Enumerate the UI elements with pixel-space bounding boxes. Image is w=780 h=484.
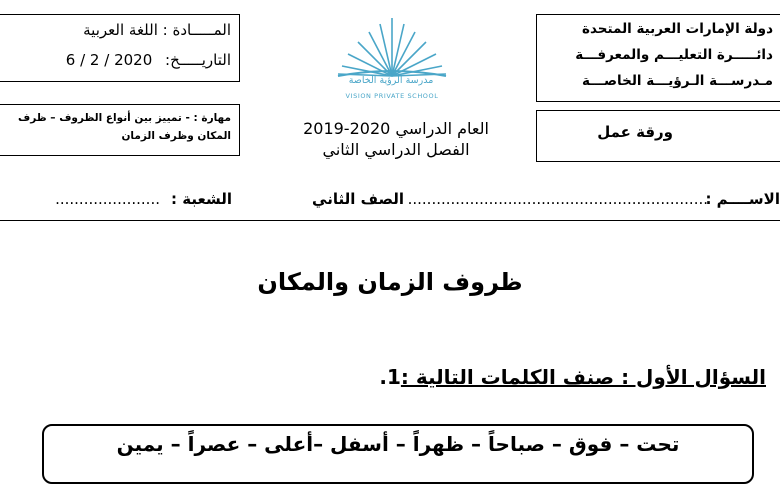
worksheet-box [536, 110, 780, 162]
date-value: 6 / 2 / 2020 [65, 51, 153, 69]
skill-box [0, 104, 240, 156]
ministry-header-box [536, 14, 780, 102]
semester: الفصل الدراسي الثاني [322, 140, 470, 159]
ministry-line-2: دائـــــرة التعليـــم والمعرفـــة [575, 47, 773, 63]
worksheet-label: ورقة عمل [597, 123, 673, 141]
date-label: التاريـــــخ: [165, 51, 231, 69]
subject-date-box [0, 14, 240, 82]
header-divider [0, 220, 780, 221]
question-1 [373, 365, 766, 389]
subject-line [83, 21, 231, 39]
academic-year: العام الدراسي 2020-2019 [303, 119, 489, 138]
logo-text-english: VISION PRIVATE SCHOOL [345, 92, 439, 100]
academic-year-block [262, 118, 530, 176]
question-text: السؤال الأول : صنف الكلمات التالية : [400, 365, 766, 389]
student-info-line [0, 184, 780, 214]
name-label: الاســــم : [705, 190, 780, 208]
section-field[interactable]: ...................... [55, 190, 160, 208]
ministry-line-3: مـدرســـة الـرؤيـــة الخاصـــة [581, 73, 773, 89]
ministry-line-1: دولة الإمارات العربية المتحدة [582, 21, 773, 37]
name-field[interactable]: ............................................................... [407, 190, 708, 208]
subject-value: اللغة العربية [83, 21, 158, 39]
logo-text-arabic: مدرسة الرؤية الخاصة [348, 75, 434, 86]
date-line [66, 51, 231, 69]
subject-label: المـــــادة : [162, 21, 231, 39]
section-label: الشعبة : [171, 190, 232, 208]
word-bank-text: تحت – فوق – صباحاً – ظهراً – أسفل –أعلى – عصراً – يمين [116, 432, 680, 456]
skill-line-2: المكان وظرف الزمان [121, 130, 231, 142]
skill-line-1: مهارة : - تمييز بين أنواع الظروف – ظرف [18, 112, 231, 124]
page-title: ظروف الزمان والمكان [257, 268, 523, 296]
grade-label: الصف الثاني [312, 190, 404, 208]
question-number: 1. [379, 365, 401, 389]
